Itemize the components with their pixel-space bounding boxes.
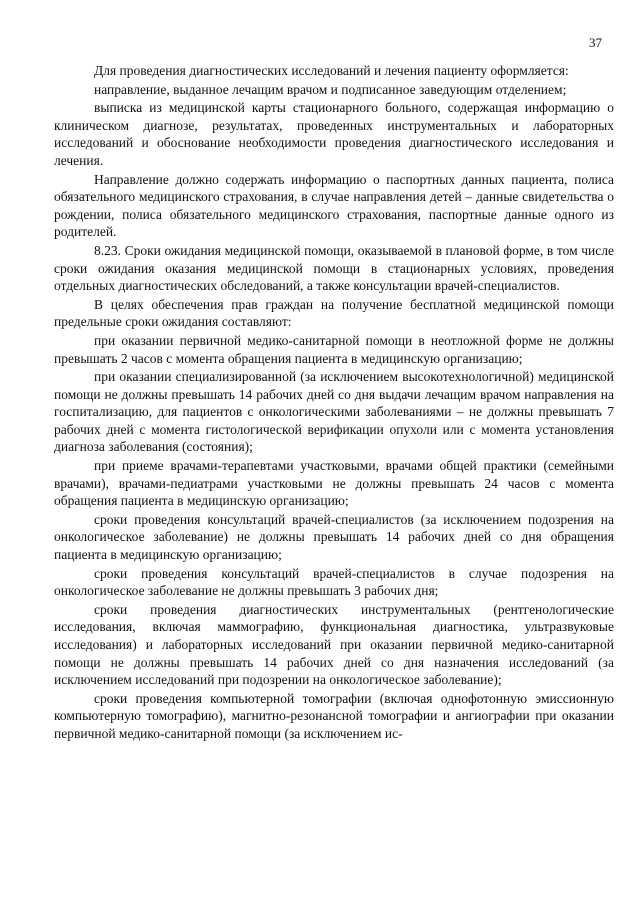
paragraph: 8.23. Сроки ожидания медицинской помощи, оказываемой в плановой форме, в том числе сроки ожидания оказания медицинской помощи в стационарных условиях, проведения отдельных диагностических обследований, а также консультации врачей-специалистов.	[54, 242, 614, 294]
paragraph: В целях обеспечения прав граждан на получение бесплатной медицинской помощи предельные сроки ожидания составляют:	[54, 296, 614, 330]
paragraph: сроки проведения диагностических инструментальных (рентгенологические исследования, включая маммографию, функциональная диагностика, ультразвуковые исследования) и лабораторных исследований при оказании первичной медико-санитарной помощи не должны превышать 14 рабочих дней со дня назначения исследований (за исключением исследований при подозрении на онкологическое заболевание);	[54, 601, 614, 688]
paragraph: при приеме врачами-терапевтами участковыми, врачами общей практики (семейными врачами), врачами-педиатрами участковыми не должны превышать 24 часов с момента обращения пациента в медицинскую организацию;	[54, 458, 614, 509]
paragraph: сроки проведения компьютерной томографии (включая однофотонную эмиссионную компьютерную томографию), магнитно-резонансной томографии и ангиографии при оказании первичной медико-санитарной помощи (за исключением ис-	[54, 690, 614, 741]
paragraph: Для проведения диагностических исследований и лечения пациенту оформляется:	[94, 63, 569, 78]
page-number: 37	[589, 35, 602, 50]
paragraph: сроки проведения консультаций врачей-специалистов в случае подозрения на онкологическое заболевание не должны превышать 3 рабочих дня;	[54, 565, 614, 599]
paragraph: выписка из медицинской карты стационарного больного, содержащая информацию о клиническом диагнозе, результатах, проведенных инструментальных и лабораторных исследований и обоснование необходимости проведения диагностического исследования и лечения.	[54, 100, 614, 168]
paragraph: при оказании специализированной (за исключением высокотехнологичной) медицинской помощи не должны превышать 14 рабочих дней со дня выдачи лечащим врачом направления на госпитализацию, для пациентов с онкологическими заболеваниями – не должны превышать 7 рабочих дней с момента гистологической верификации опухоли или с момента установления диагноза заболевания (состояния);	[54, 369, 614, 455]
paragraph: сроки проведения консультаций врачей-специалистов (за исключением подозрения на онкологическое заболевание) не должны превышать 14 рабочих дней со дня обращения пациента в медицинскую организацию;	[54, 511, 614, 563]
paragraph: при оказании первичной медико-санитарной помощи в неотложной форме не должны превышать 2 часов с момента обращения пациента в медицинскую организацию;	[54, 332, 614, 366]
paragraph: направление, выданное лечащим врачом и подписанное заведующим отделением;	[94, 81, 567, 97]
document-body	[54, 62, 614, 744]
paragraph: Направление должно содержать информацию о паспортных данных пациента, полиса обязательного медицинского страхования, в случае направления детей – данные свидетельства о рождении, полиса обязательного медицинского страхования, паспортные данные одного из родителей.	[54, 171, 614, 240]
